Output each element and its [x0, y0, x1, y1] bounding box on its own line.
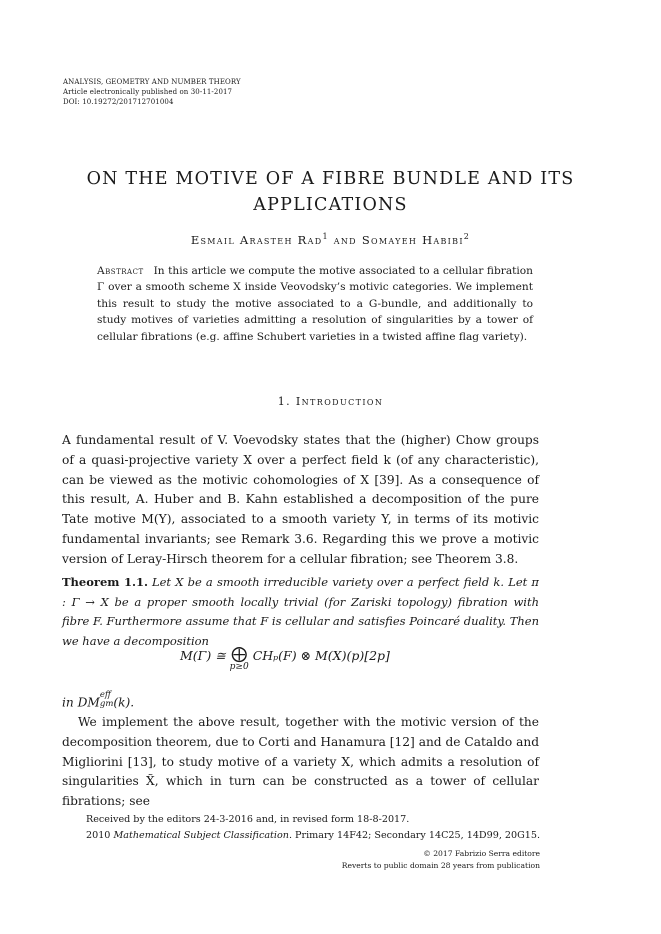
msc-codes: . Primary 14F42; Secondary 14C25, 14D99, 20G15.: [288, 830, 541, 841]
dm-sup: eff: [99, 690, 111, 700]
paragraph-2: We implement the above result, together with the motivic version of the decomposition theorem, due to Corti and Hanamura [12] and de Cataldo and Migliorini [13], to study motive of a variety X, which admits a resolution of singularities X̃, which in turn can be constructed as a tower of cellular fibrations; see: [62, 715, 539, 809]
paper-title: ON THE MOTIVE OF A FIBRE BUNDLE AND ITS APPLICATIONS: [86, 169, 575, 215]
section-heading: 1. Introduction: [277, 395, 384, 408]
abstract: [97, 263, 533, 345]
author-1: Esmail Arasteh Rad: [190, 232, 323, 247]
direct-sum-symbol: ⨁: [231, 644, 248, 663]
journal-header: [63, 77, 241, 107]
copyright-line-2: Reverts to public domain 28 years from publication: [341, 861, 540, 870]
author-1-mark: 1: [322, 232, 329, 241]
dm-scripts: [100, 691, 114, 709]
dm-sub: gm: [99, 699, 114, 709]
journal-name: ANALYSIS, GEOMETRY AND NUMBER THEORY: [63, 78, 241, 86]
formula-lhs: M(Γ) ≅: [180, 648, 226, 663]
authors: [40, 232, 621, 247]
formula-rhs: CHₚ(F) ⊗ M(X)(p)[2p]: [252, 648, 390, 663]
doi: DOI: 10.19272/201712701004: [63, 98, 174, 106]
formula-context: [62, 690, 135, 712]
footnotes: [86, 812, 546, 844]
display-formula: [180, 644, 500, 674]
author-2-mark: 2: [463, 232, 471, 241]
msc-line: [86, 828, 546, 844]
author-2: Somayeh Habibi: [361, 232, 464, 247]
abstract-text: In this article we compute the motive associated to a cellular fibration Γ over a smooth scheme X inside Veovodsky’s motivic categories. We implement this result to study the motive associated to a G-bundle, and additionally to study motives of varieties admitting a resolution of singularities by a tower of cellular fibrations (e.g. affine Schubert varieties in a twisted affine flag variety).: [97, 265, 533, 343]
intro-paragraph: A fundamental result of V. Voevodsky states that the (higher) Chow groups of a quasi-projective variety X over a perfect field k (of any characteristic), can be viewed as the motivic cohomologies of X [39]. As a consequence of this result, A. Huber and B. Kahn established a decomposition of the pure Tate motive M(Y), associated to a smooth variety Y, in terms of its motivic fundamental invariants; see Remark 3.6. Regarding this we prove a motivic version of Leray-Hirsch theorem for a cellular fibration; see Theorem 3.8.: [62, 433, 539, 566]
dm-prefix: in DM: [62, 695, 100, 710]
authors-conjunction: and: [333, 232, 357, 247]
theorem: [62, 573, 539, 651]
copyright-line-1: © 2017 Fabrizio Serra editore: [423, 849, 540, 858]
received-dates: Received by the editors 24-3-2016 and, in revised form 18-8-2017.: [86, 814, 410, 825]
msc-label: Mathematical Subject Classification: [113, 830, 289, 841]
abstract-label: Abstract: [97, 265, 144, 277]
dm-suffix: (k).: [113, 695, 135, 710]
msc-year: 2010: [86, 830, 111, 841]
sum-index: p≥0: [229, 662, 249, 672]
publication-date: Article electronically published on 30-11-2017: [63, 88, 233, 96]
direct-sum: [230, 646, 249, 672]
copyright: [320, 848, 540, 872]
theorem-text: Let X be a smooth irreducible variety over a perfect field k. Let π : Γ → X be a proper smooth locally trivial (for Zariski topology) fibration with fibre F. Furthermore assume that F is cellular and satisfies Poincaré duality. Then we have a decomposition: [62, 575, 539, 648]
theorem-label: Theorem 1.1.: [62, 575, 148, 589]
